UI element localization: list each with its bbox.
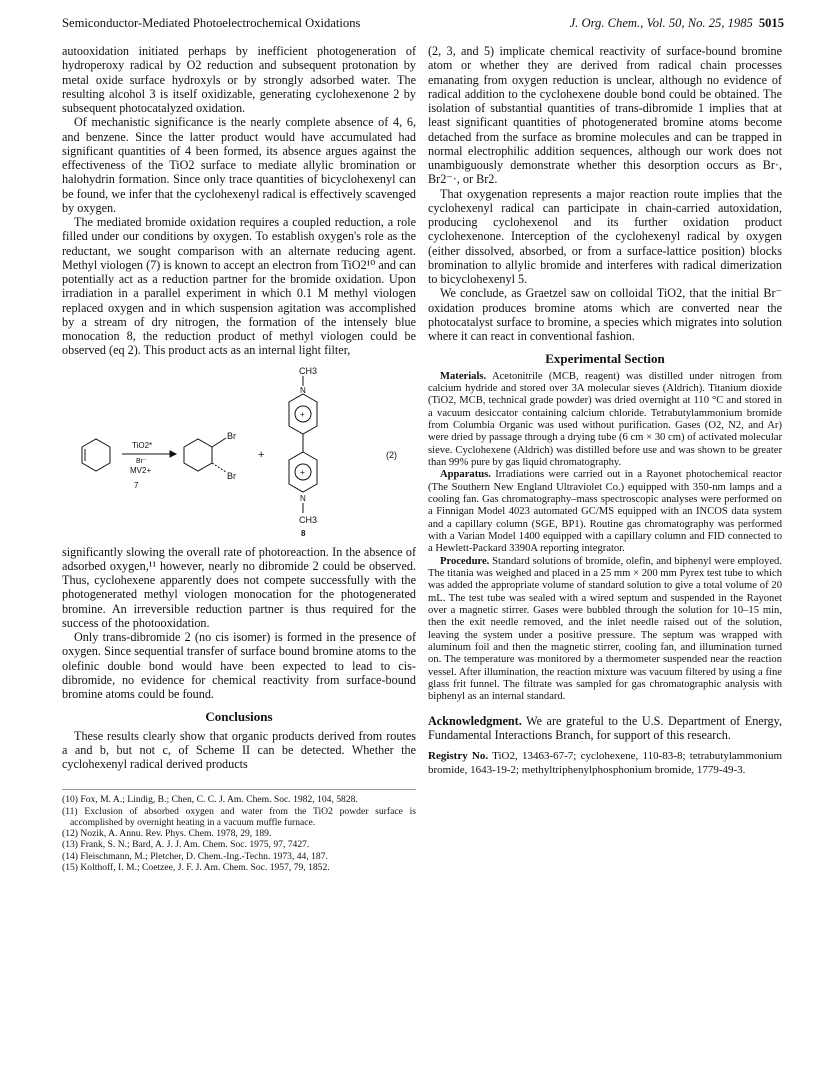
paragraph: That oxygenation represents a major reaction route implies that the cyclohexenyl radical can participate in chain-carried autoxidation, producing cyclohexenol and its further oxidation product cyclohexenone. Interception of the cyclohexenyl radical by oxygen (either dissolved, absorbed, or from a surface-lattice position) blocks bromination to allylic bromide and interferes with radical dimerization to bicyclohexenyl 5. <box>428 186 782 286</box>
run-in-heading: Materials. <box>440 370 487 382</box>
reagent-label: 7 <box>134 480 139 490</box>
footnote: (12) Nozik, A. Annu. Rev. Phys. Chem. 1978, 29, 189. <box>62 828 272 840</box>
reagent-top: TiO2* <box>132 440 153 450</box>
reagent-bottom: MV2+ <box>130 465 152 475</box>
methyl-group-label: CH3 <box>299 365 318 376</box>
paragraph <box>428 556 782 704</box>
section-heading: Experimental Section <box>545 351 665 367</box>
section-heading: Conclusions <box>205 709 273 725</box>
paragraph: The mediated bromide oxidation requires a coupled reduction, a role filled under our conditions by oxygen. To establish oxygen's role as the reductant, we sought comparison with an alternate reducing agent. Methyl viologen (7) is known to accept an electron from TiO2¹⁰ and can potentially act as a reduction partner for the bromide oxidation. Upon irradiation in a parallel experiment in which 0.1 M methyl viologen replaced oxygen and in which suspension agitation was accomplished by a stream of dry nitrogen, the formation of the intensely blue monocation 8, the reduction product of methyl viologen could be observed (eq 2). This product acts as an internal light filter, <box>62 215 416 358</box>
running-header-left: Semiconductor-Mediated Photoelectrochemical Oxidations <box>62 16 361 30</box>
running-header-right <box>570 16 784 31</box>
footnote: (13) Frank, S. N.; Bard, A. J. J. Am. Chem. Soc. 1975, 97, 7427. <box>62 839 310 851</box>
run-in-heading: Apparatus. <box>440 469 491 481</box>
footnote: (11) Exclusion of absorbed oxygen and water from the TiO2 powder surface is accomplished by overnight heating in a vacuum muffle furnace. <box>62 805 416 828</box>
footnote: (10) Fox, M. A.; Lindig, B.; Chen, C. C. J. Am. Chem. Soc. 1982, 104, 5828. <box>62 794 358 806</box>
dibromide-ring <box>184 439 212 471</box>
footnote: (14) Fleischmann, M.; Pletcher, D. Chem.-Ing.-Techn. 1973, 44, 187. <box>62 850 328 862</box>
paragraph: We conclude, as Graetzel saw on colloidal TiO2, that the initial Br⁻ oxidation produces bromine atoms which are converted near the photocatalyst surface to bromine, a species which migrates into solution where it can react in conventional fashion. <box>428 286 782 343</box>
run-in-heading: Registry No. <box>428 750 489 763</box>
paragraph: These results clearly show that organic products derived from routes a and b, but not c, of Scheme II can be detected. Whether the cyclohexenyl radical derived products <box>62 728 416 771</box>
compound-label: 8 <box>301 528 306 538</box>
experimental-section <box>428 371 782 704</box>
charge-label: + <box>300 467 305 477</box>
paragraph-text: We are grateful to the U.S. Department of Energy, Fundamental Interactions Branch, for support of this research. <box>428 713 782 743</box>
methyl-group-label: CH3 <box>299 514 318 525</box>
paragraph: significantly slowing the overall rate of photoreaction. In the absence of adsorbed oxygen,¹¹ however, nearly no dibromide 2 could be observed. Thus, cyclohexene apparently does not compete successfully with the photogenerated methyl viologen monocation for the photogenerated bromine. An irreversible reduction partner is thus required for the success of the photooxidation. <box>62 544 416 630</box>
paragraph: autooxidation initiated perhaps by inefficient photogeneration of hydroperoxy radical by O2 reduction and subsequent protonation by metal oxide surface hydroxyls or by strongly adsorbed water. The resulting alcohol 3 is itself oxidizable, generating cyclohexenone 2 by subsequent photocatalyzed oxidation. <box>62 44 416 115</box>
footnote: (15) Kolthoff, I. M.; Coetzee, J. F. J. Am. Chem. Soc. 1957, 79, 1852. <box>62 862 330 874</box>
charge-label: + <box>300 409 305 419</box>
footnotes <box>62 789 416 873</box>
paragraph-text: Acetonitrile (MCB, reagent) was distilled under nitrogen from calcium hydride and stored over 3A molecular sieves (Aldrich). Titanium dioxide (TiO2, MCB, technical grade powder) was dried overnight at 110 °C and stored in a vacuum desiccator containing calcium chloride. Tetrabutylammonium bromide from Columbia Organic was used without purification. Gases (O2, N2, and Ar) were dried by passage through a drying tube (6 cm × 30 cm) of activated molecular sieve. Cyclohexene (Aldrich) was distilled before use and was shown to be greater than 99% pure by gas liquid chromatography. <box>428 370 782 468</box>
paragraph: (2, 3, and 5) implicate chemical reactivity of surface-bound bromine atom or whether they are derived from radical chain processes emanating from oxygen reduction is unclear, although no evidence of radical addition to the cyclohexene double bond could be obtained. The isolation of substantial quantities of trans-dibromide 1 implies that at least significant quantities of photogenerated bromine atoms become detached from the surface as bromine molecules and can be trapped in normal electrophilic addition sequences, although our work does not unambiguously demonstrate whether this desorption occurs as Br·, Br2⁻·, or Br2. <box>428 44 782 187</box>
run-in-heading: Acknowledgment. <box>428 713 522 728</box>
paragraph-text: Irradiations were carried out in a Rayonet photochemical reactor (The Southern New England Ultraviolet Co.) equipped with 350-nm lamps and a cooling fan. Gas chromatography–mass spectroscopic analyses were performed on a Finnigan Model 4023 automated GC/MS equipped with an INCOS data system and a capillary column (SGE, BP1). Routine gas chromatography was performed with a Varian Model 1400 equipped with a capillary column and FID connected to a Hewlett-Packard 3390A reporting integrator. <box>428 469 782 555</box>
bromine-label: Br <box>227 470 236 481</box>
paragraph: Of mechanistic significance is the nearly complete absence of 4, 6, and benzene. Since the latter product would have accumulated had significant quantities of 4 been formed, its absence argues against the effectiveness of the TiO2 surface to mediate allylic bromination or halohydrin formation. Since only trace quantities of bicyclohexenyl can be found, we infer that the cyclohexenyl radical is effectively scavenged by oxygen. <box>62 115 416 215</box>
paragraph-text: Standard solutions of bromide, olefin, and biphenyl were employed. The titania was weighed and placed in a 25 mm × 200 mm Pyrex test tube to which was added the appropriate volume of standard solution to give a total volume of 20 mL. The test tube was sealed with a wired septum and suspended in the Rayonet over a magnetic stirrer. Gases were bubbled through the solution for 10–15 min, then the exit needle removed, and the inlet needle raised out of the solution, leaving the system under a positive pressure. The septum was wrapped with aluminum foil and then the magnetic stirrer, cooling fan, and illumination turned on. The temperature was monitored by a thermometer suspended near the reaction vessel. After illumination, the reaction mixture was vacuum filtered by using a fine glass frit funnel. The filtrate was sampled for gas chromatographic analysis with biphenyl as an internal standard. <box>428 555 782 703</box>
paragraph: Only trans-dibromide 2 (no cis isomer) is formed in the presence of oxygen. Since sequential transfer of surface bound bromine atoms to the olefinic double bond would have been expected to lead to cis-dibromide, no evidence for chemical reactivity from surface-bound bromine atoms could be found. <box>62 630 416 701</box>
registry-numbers <box>428 750 782 777</box>
nitrogen-label: N <box>300 493 306 503</box>
run-in-heading: Procedure. <box>440 555 490 567</box>
paragraph <box>428 371 782 470</box>
plus-sign: + <box>258 448 265 461</box>
paragraph <box>428 469 782 555</box>
nitrogen-label: N <box>300 385 306 395</box>
journal-citation: J. Org. Chem., Vol. 50, No. 25, 1985 <box>569 16 753 30</box>
right-column <box>428 44 782 777</box>
paragraph-text: TiO2, 13463-67-7; cyclohexene, 110-83-8; tetrabutylammonium bromide, 1643-19-2; methyltriphenylphosphonium bromide, 1779-49-3. <box>428 750 782 776</box>
cyclohexene-ring <box>82 439 110 471</box>
reaction-scheme <box>62 364 416 539</box>
equation-number: (2) <box>386 449 397 460</box>
page-number: 5015 <box>758 16 784 30</box>
equation-2-scheme <box>62 364 416 539</box>
acknowledgment <box>428 714 782 743</box>
reagent-mid: Br⁻ <box>136 457 147 465</box>
bromine-label: Br <box>227 430 236 441</box>
left-column <box>62 44 416 873</box>
